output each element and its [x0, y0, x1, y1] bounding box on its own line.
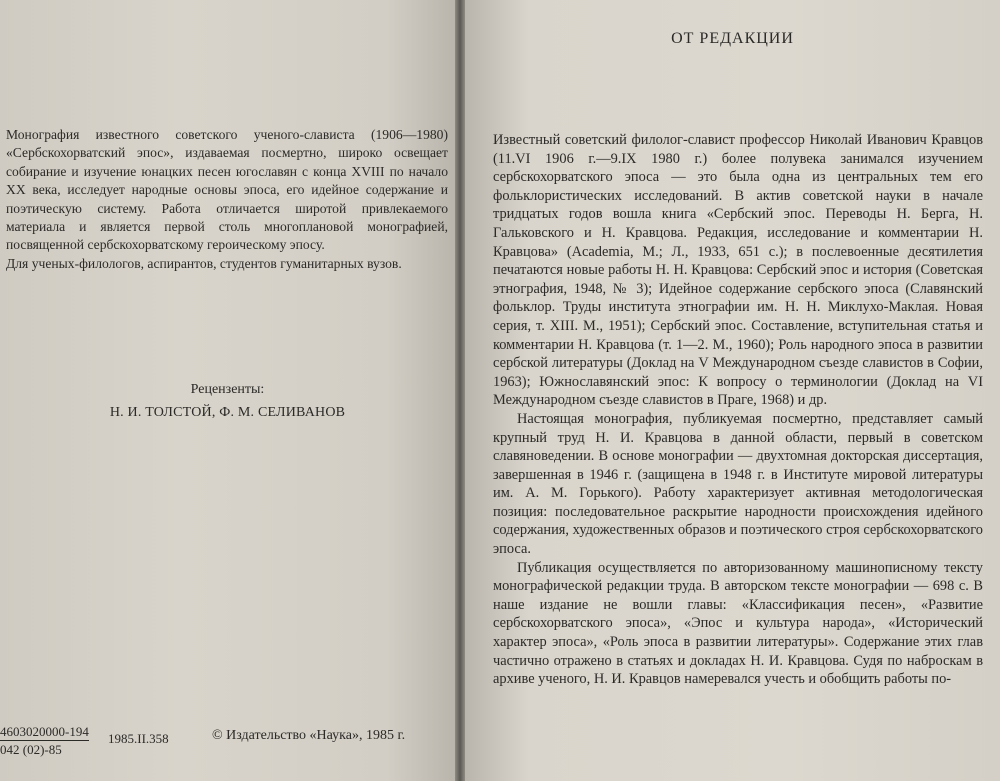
reviewers-names: Н. И. ТОЛСТОЙ, Ф. М. СЕЛИВАНОВ	[109, 405, 346, 420]
left-page	[0, 0, 455, 781]
copyright-notice: © Издательство «Наука», 1985 г.	[212, 728, 406, 743]
body-paragraph-1: Известный советский филолог-славист профессор Николай Иванович Кравцов (11.VI 1906 г.—9.IX 1980 г.) более полувека занимался изучением сербскохорватского эпоса — это была одна из центральных тем его фольклористических исследований. В актив советской науки в начале тридцатых годов вошла книга «Сербский эпос. Переводы Н. Берга, Н. Гальковского и Н. Кравцова. Редакция, исследование и комментарии Н. Кравцова» (Academia, М.; Л., 1933, 651 с.); в послевоенные десятилетия печатаются новые работы Н. Н. Кравцова: Сербский эпос и история (Советская этнография, 1948, № 3); Идейное содержание сербского эпоса (Славянский фольклор. Труды института этнографии им. Н. Н. Миклухо-Маклая. Новая серия, т. XIII. М., 1951); Сербский эпос. Составление, вступительная статья и комментарии Н. Кравцова (т. 1—2. М., 1960); Роль народного эпоса в развитии сербской литературы (Доклад на V Международном съезде славистов в Софии, 1963); Южнославянский эпос: К вопросу о терминологии (Доклад на VI Международном съезде славистов в Праге, 1968) и др.	[493, 132, 983, 409]
reviewers-label: Рецензенты:	[190, 382, 265, 397]
imprint-code	[0, 723, 89, 758]
body-text	[493, 131, 983, 689]
right-page	[465, 0, 1000, 781]
body-paragraph-3: Публикация осуществляется по авторизованному машинописному тексту монографической редакции труда. В авторском тексте монографии — 698 с. В наше издание не вошли главы: «Классификация песен», «Развитие сербскохорватского эпоса», «Эпос и культура народа», «Исторический характер эпоса», «Роль эпоса в развитии литературы». Содержание этих глав частично отражено в статьях и докладах Н. И. Кравцова. Судя по наброскам в архиве ученого, Н. И. Кравцов намеревался учесть и обобщить работы по-	[493, 559, 983, 688]
page-heading: ОТ РЕДАКЦИИ	[671, 30, 794, 47]
annotation-audience: Для ученых-филологов, аспирантов, студентов гуманитарных вузов.	[6, 255, 402, 271]
imprint-date: 1985.II.358	[108, 731, 169, 746]
imprint-code-bottom: 042 (02)-85	[0, 742, 62, 757]
annotation-paragraph: Монография известного советского ученого-слависта (1906—1980) «Сербскохорватский эпос», издаваемая посмертно, широко освещает собирание и изучение юнацких песен югославян с конца XVIII по начало XX века, исследует народные основы эпоса, его идейное содержание и поэтическую систему. Работа отличается широтой привлекаемого материала и является первой столь многоплановой монографией, посвященной сербскохорватскому героическому эпосу.	[6, 127, 448, 253]
book-gutter	[455, 0, 465, 781]
annotation	[6, 126, 448, 273]
imprint-code-top: 4603020000-194	[0, 724, 89, 739]
body-paragraph-2: Настоящая монография, публикуемая посмертно, представляет самый крупный труд Н. И. Кравцова в данной области, первый в советском славяноведении. В основе монографии — двухтомная докторская диссертация, завершенная в 1946 г. (защищена в 1948 г. в Институте мировой литературы им. А. М. Горького). Работу характеризует активная методологическая позиция: последовательное раскрытие народности происхождения идейного содержания, художественных образов и поэтического строя сербскохорватского эпоса.	[493, 410, 983, 558]
